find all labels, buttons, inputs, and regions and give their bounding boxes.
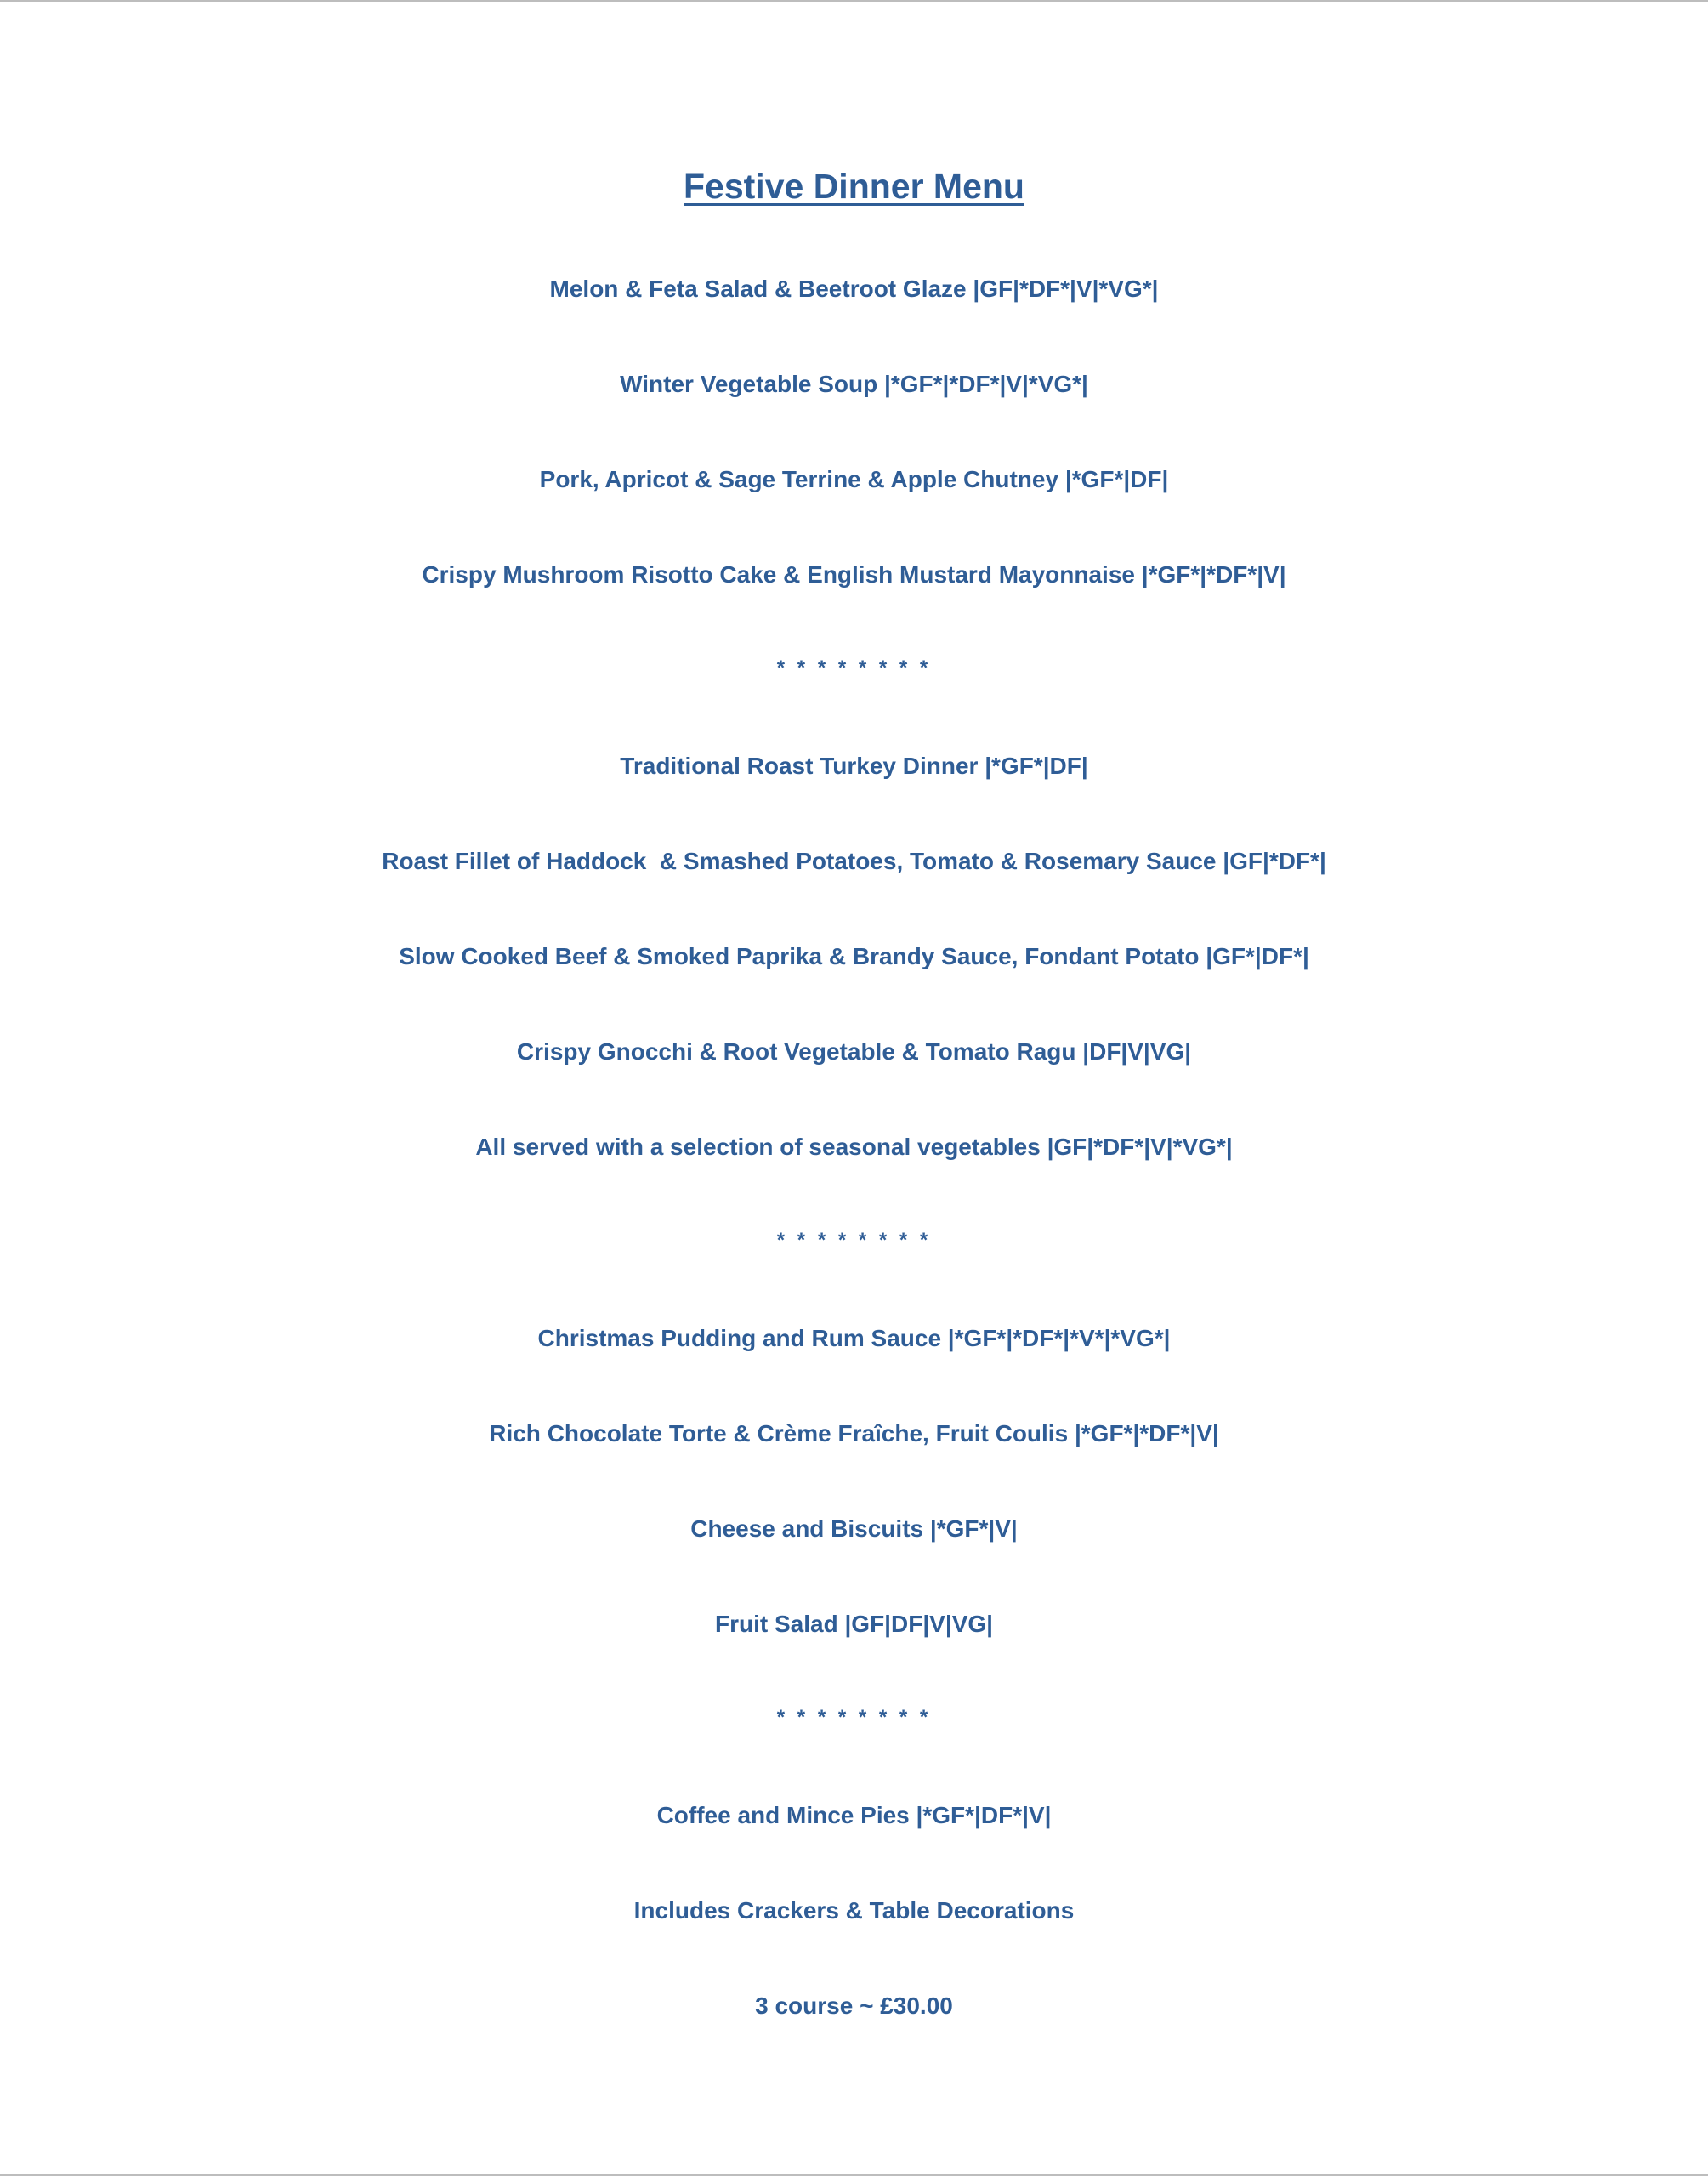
menu-item-main-2: Roast Fillet of Haddock & Smashed Potatoes, Tomato & Rosemary Sauce |GF|*DF*| (382, 848, 1326, 874)
menu-item-starter-2: Winter Vegetable Soup |*GF*|*DF*|V|*VG*| (620, 371, 1088, 397)
menu-item-dessert-3: Cheese and Biscuits |*GF*|V| (690, 1515, 1018, 1542)
menu-item-dessert-1: Christmas Pudding and Rum Sauce |*GF*|*DF*|*V*|*VG*| (537, 1325, 1171, 1351)
section-separator: * * * * * * * * (776, 1229, 932, 1252)
menu-item-coffee: Coffee and Mince Pies |*GF*|DF*|V| (656, 1802, 1052, 1828)
page-title: Festive Dinner Menu (684, 167, 1024, 206)
bottom-border (0, 2174, 1708, 2176)
section-separator: * * * * * * * * (776, 657, 932, 679)
section-separator: * * * * * * * * (776, 1706, 932, 1729)
top-border (0, 0, 1708, 2)
menu-note-crackers: Includes Crackers & Table Decorations (633, 1897, 1075, 1924)
menu-item-dessert-4: Fruit Salad |GF|DF|V|VG| (715, 1611, 993, 1637)
menu-item-starter-1: Melon & Feta Salad & Beetroot Glaze |GF|*DF*|V|*VG*| (549, 276, 1159, 302)
menu-item-dessert-2: Rich Chocolate Torte & Crème Fraîche, Fruit Coulis |*GF*|*DF*|V| (489, 1420, 1219, 1447)
menu-item-main-note: All served with a selection of seasonal vegetables |GF|*DF*|V|*VG*| (475, 1134, 1233, 1160)
menu-item-main-3: Slow Cooked Beef & Smoked Paprika & Brandy Sauce, Fondant Potato |GF*|DF*| (399, 943, 1309, 969)
menu-item-main-1: Traditional Roast Turkey Dinner |*GF*|DF| (620, 753, 1088, 779)
menu-item-starter-3: Pork, Apricot & Sage Terrine & Apple Chutney |*GF*|DF| (539, 466, 1169, 492)
menu-item-starter-4: Crispy Mushroom Risotto Cake & English Mustard Mayonnaise |*GF*|*DF*|V| (422, 561, 1286, 588)
menu-price: 3 course ~ £30.00 (755, 1992, 953, 2019)
menu-item-main-4: Crispy Gnocchi & Root Vegetable & Tomato Ragu |DF|V|VG| (516, 1038, 1192, 1065)
